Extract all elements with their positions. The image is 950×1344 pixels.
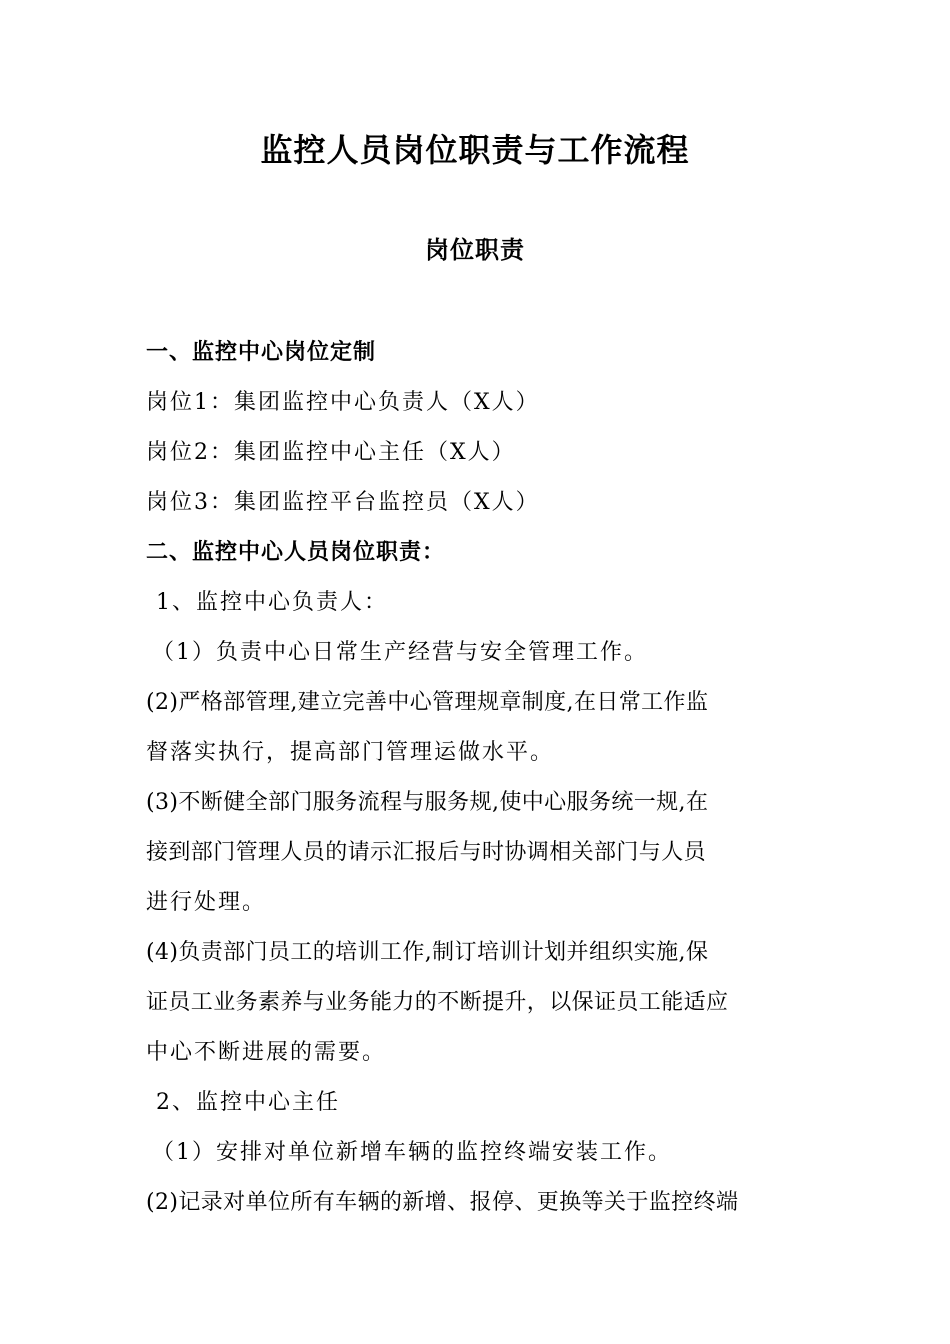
paragraph-line: 中心不断进展的需要。 <box>146 1040 387 1065</box>
document-body <box>146 328 810 1228</box>
paragraph-line: 接到部门管理人员的请示汇报后与时协调相关部门与人员 <box>146 840 707 865</box>
subheading-1: 1、监控中心负责人： <box>156 590 388 615</box>
section-heading-2: 二、监控中心人员岗位职责： <box>146 540 446 565</box>
paragraph-line: 督落实执行，提高部门管理运做水平。 <box>146 740 555 765</box>
paragraph-line: (4)负责部门员工的培训工作,制订培训计划并组织实施,保 <box>146 940 709 965</box>
paragraph-line: 证员工业务素养与业务能力的不断提升，以保证员工能适应 <box>146 990 729 1015</box>
paragraph-line: (3)不断健全部门服务流程与服务规,使中心服务统一规,在 <box>146 790 709 815</box>
post-item-2: 岗位2：集团监控中心主任（X人） <box>146 440 516 465</box>
paragraph-line: （1）安排对单位新增车辆的监控终端安装工作。 <box>152 1140 672 1165</box>
document-title: 监控人员岗位职责与工作流程 <box>260 131 690 169</box>
paragraph-line: （1）负责中心日常生产经营与安全管理工作。 <box>152 640 648 665</box>
post-item-3: 岗位3：集团监控平台监控员（X人） <box>146 490 540 515</box>
paragraph-line: 进行处理。 <box>146 890 267 915</box>
paragraph-line: (2)严格部管理,建立完善中心管理规章制度,在日常工作监 <box>146 690 709 715</box>
post-item-1: 岗位1：集团监控中心负责人（X人） <box>146 390 540 415</box>
paragraph-line: (2)记录对单位所有车辆的新增、报停、更换等关于监控终端 <box>146 1190 739 1215</box>
document-subtitle: 岗位职责 <box>425 236 525 264</box>
section-heading-1: 一、监控中心岗位定制 <box>146 340 377 365</box>
subheading-2: 2、监控中心主任 <box>156 1090 340 1115</box>
